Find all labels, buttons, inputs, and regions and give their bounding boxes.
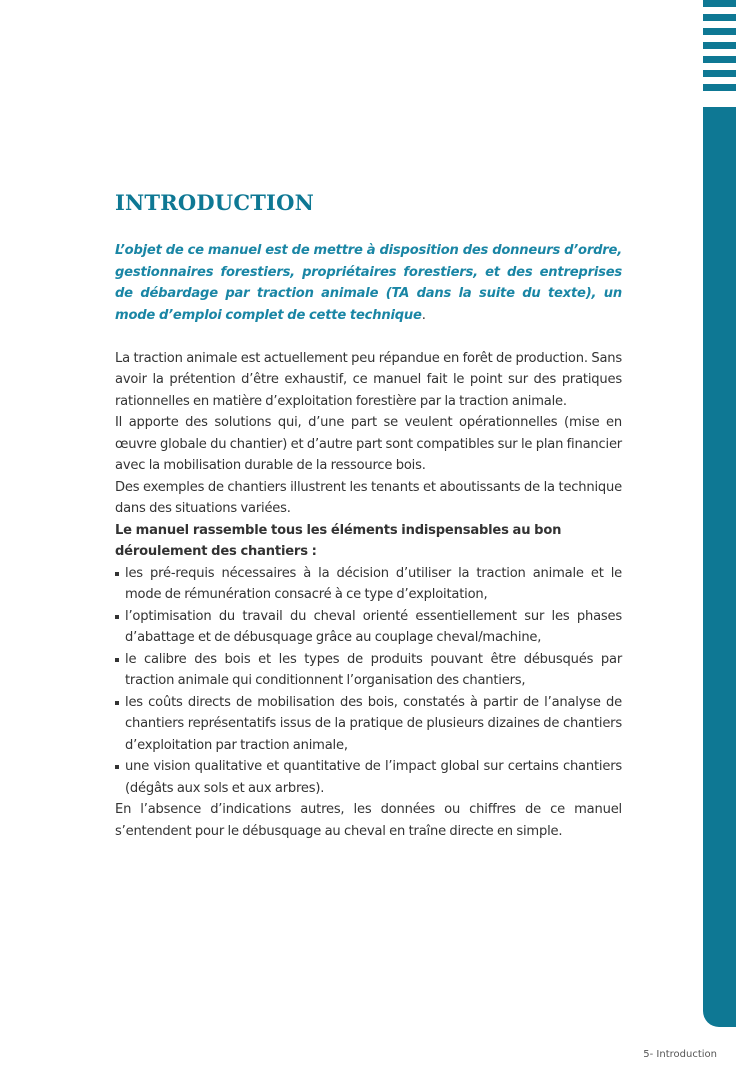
list-item: une vision qualitative et quantitative de l’impact global sur certains chantiers (dégâts aux sols et aux arbres). — [115, 756, 622, 799]
bullet-list — [115, 563, 622, 800]
body-paragraph-1: La traction animale est actuellement peu répandue en forêt de production. Sans avoir la prétention d’être exhaustif, ce manuel fait le point sur des pratiques rationnelles en matière d’exploitation forestière par la traction animale. — [115, 350, 622, 409]
stripe — [703, 14, 736, 21]
list-item: le calibre des bois et les types de produits pouvant être débusqués par traction animale qui conditionnent l’organisation des chantiers, — [115, 649, 622, 692]
stripe — [703, 28, 736, 35]
body-paragraph-2: Il apporte des solutions qui, d’une part se veulent opérationnelles (mise en œuvre globale du chantier) et d’autre part sont compatibles sur le plan financier avec la mobilisation durable de la ressource bois. — [115, 415, 622, 473]
body-paragraph-3: Des exemples de chantiers illustrent les tenants et aboutissants de la technique dans des situations variées. — [115, 479, 622, 516]
list-item: l’optimisation du travail du cheval orienté essentiellement sur les phases d’abattage et de débusquage grâce au couplage cheval/machine, — [115, 606, 622, 649]
list-item: les coûts directs de mobilisation des bois, constatés à partir de l’analyse de chantiers représentatifs issus de la pratique de plusieurs dizaines de chantiers d’exploitation par traction animale, — [115, 692, 622, 757]
side-tab-bar — [703, 107, 736, 1027]
list-intro: Le manuel rassemble tous les éléments indispensables au bon déroulement des chantiers : — [115, 522, 562, 559]
stripe — [703, 56, 736, 63]
stripe — [703, 0, 736, 7]
lead-text: L’objet de ce manuel est de mettre à disposition des donneurs d’ordre, gestionnaires forestiers, propriétaires forestiers, et des entreprises de débardage par traction animale (TA dans la suite du texte), un mode d’emploi complet de cette technique — [115, 243, 622, 323]
lead-period: . — [421, 307, 426, 323]
chapter-side-tab — [703, 0, 736, 1083]
page-title: INTRODUCTION — [115, 190, 314, 215]
closing-paragraph: En l’absence d’indications autres, les données ou chiffres de ce manuel s’entendent pour le débusquage au cheval en traîne directe en simple. — [115, 802, 622, 839]
list-item: les pré-requis nécessaires à la décision d’utiliser la traction animale et le mode de rémunération consacré à ce type d’exploitation, — [115, 563, 622, 606]
page-footer: 5- Introduction — [643, 1049, 717, 1060]
paragraph-spacer — [115, 326, 622, 348]
lead-paragraph — [115, 240, 622, 326]
stripe — [703, 42, 736, 49]
stripe — [703, 84, 736, 91]
stripe — [703, 70, 736, 77]
main-content — [115, 240, 622, 842]
